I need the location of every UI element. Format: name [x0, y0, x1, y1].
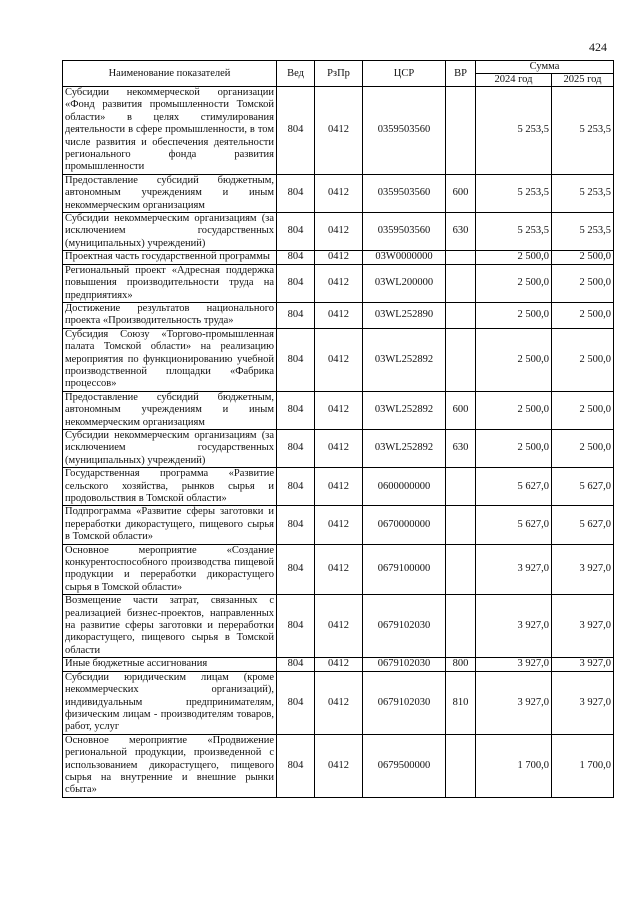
row-ved: 804 — [277, 658, 315, 671]
table-header — [63, 61, 614, 87]
row-name: Субсидии некоммерческим организациям (за исключением государственных (муниципальных) учреждений) — [63, 429, 277, 467]
row-vr — [446, 544, 476, 595]
header-vr: ВР — [446, 61, 476, 87]
row-sum-2024: 5 627,0 — [476, 468, 552, 506]
row-vr: 630 — [446, 429, 476, 467]
row-sum-2024: 3 927,0 — [476, 671, 552, 734]
row-name: Субсидия Союзу «Торгово-промышленная палата Томской области» на реализацию мероприятия по функционированию учебной производственной площадки «Фабрика процессов» — [63, 328, 277, 391]
budget-table — [62, 60, 614, 798]
table-row — [63, 671, 614, 734]
row-sum-2024: 5 253,5 — [476, 87, 552, 175]
table-row — [63, 213, 614, 251]
row-sum-2024: 2 500,0 — [476, 264, 552, 302]
row-vr: 600 — [446, 174, 476, 212]
row-ved: 804 — [277, 87, 315, 175]
row-sum-2025: 2 500,0 — [552, 328, 614, 391]
table-row — [63, 544, 614, 595]
row-sum-2025: 3 927,0 — [552, 671, 614, 734]
row-vr: 800 — [446, 658, 476, 671]
row-vr — [446, 506, 476, 544]
row-sum-2025: 2 500,0 — [552, 251, 614, 264]
row-vr — [446, 302, 476, 328]
row-ved: 804 — [277, 391, 315, 429]
row-sum-2025: 3 927,0 — [552, 595, 614, 658]
row-csr: 0679102030 — [363, 658, 446, 671]
table-row — [63, 264, 614, 302]
row-name: Проектная часть государственной программы — [63, 251, 277, 264]
row-csr: 03WL200000 — [363, 264, 446, 302]
header-year-2025: 2025 год — [552, 74, 614, 87]
header-ved: Вед — [277, 61, 315, 87]
row-name: Субсидии юридическим лицам (кроме некоммерческих организаций), индивидуальным предпринимателям, физическим лицам - производителям товаров, работ, услуг — [63, 671, 277, 734]
row-ved: 804 — [277, 264, 315, 302]
table-row — [63, 734, 614, 797]
row-sum-2024: 5 627,0 — [476, 506, 552, 544]
row-csr: 0679100000 — [363, 544, 446, 595]
row-sum-2024: 1 700,0 — [476, 734, 552, 797]
row-sum-2025: 5 253,5 — [552, 174, 614, 212]
header-year-2024: 2024 год — [476, 74, 552, 87]
row-vr: 810 — [446, 671, 476, 734]
row-sum-2024: 5 253,5 — [476, 174, 552, 212]
row-vr — [446, 251, 476, 264]
row-ved: 804 — [277, 251, 315, 264]
row-vr: 630 — [446, 213, 476, 251]
row-sum-2025: 5 253,5 — [552, 213, 614, 251]
row-sum-2025: 1 700,0 — [552, 734, 614, 797]
row-ved: 804 — [277, 328, 315, 391]
row-rzpr: 0412 — [315, 264, 363, 302]
row-ved: 804 — [277, 734, 315, 797]
row-csr: 03WL252892 — [363, 429, 446, 467]
table-row — [63, 468, 614, 506]
row-vr — [446, 595, 476, 658]
row-csr: 0359503560 — [363, 174, 446, 212]
row-name: Предоставление субсидий бюджетным, автономным учреждениям и иным некоммерческим организациям — [63, 174, 277, 212]
row-rzpr: 0412 — [315, 328, 363, 391]
page-number: 424 — [589, 40, 607, 54]
table-body — [63, 87, 614, 798]
row-sum-2024: 3 927,0 — [476, 658, 552, 671]
row-ved: 804 — [277, 429, 315, 467]
row-csr: 0679102030 — [363, 595, 446, 658]
row-rzpr: 0412 — [315, 391, 363, 429]
row-rzpr: 0412 — [315, 658, 363, 671]
row-sum-2024: 5 253,5 — [476, 213, 552, 251]
row-csr: 0670000000 — [363, 506, 446, 544]
row-sum-2025: 5 627,0 — [552, 506, 614, 544]
row-name: Подпрограмма «Развитие сферы заготовки и переработки дикорастущего, пищевого сырья в Томской области» — [63, 506, 277, 544]
row-name: Субсидии некоммерческой организации «Фонд развития промышленности Томской области» в целях стимулирования деятельности в сфере промышленности, в том числе развития и обеспечения деятельности регионального фонда развития промышленности — [63, 87, 277, 175]
row-rzpr: 0412 — [315, 671, 363, 734]
table-row — [63, 506, 614, 544]
table-row — [63, 328, 614, 391]
row-name: Основное мероприятие «Создание конкурентоспособного производства пищевой продукции и переработки дикорастущего сырья в Томской области» — [63, 544, 277, 595]
row-rzpr: 0412 — [315, 544, 363, 595]
row-vr — [446, 87, 476, 175]
table-row — [63, 658, 614, 671]
row-csr: 03WL252892 — [363, 328, 446, 391]
row-sum-2024: 2 500,0 — [476, 251, 552, 264]
row-ved: 804 — [277, 544, 315, 595]
table-row — [63, 87, 614, 175]
row-sum-2025: 2 500,0 — [552, 302, 614, 328]
row-csr: 0679500000 — [363, 734, 446, 797]
header-name: Наименование показателей — [63, 61, 277, 87]
header-csr: ЦСР — [363, 61, 446, 87]
row-name: Предоставление субсидий бюджетным, автономным учреждениям и иным некоммерческим организациям — [63, 391, 277, 429]
table-row — [63, 251, 614, 264]
row-rzpr: 0412 — [315, 87, 363, 175]
row-ved: 804 — [277, 595, 315, 658]
row-ved: 804 — [277, 506, 315, 544]
table-row — [63, 429, 614, 467]
row-csr: 03WL252890 — [363, 302, 446, 328]
row-rzpr: 0412 — [315, 506, 363, 544]
row-rzpr: 0412 — [315, 251, 363, 264]
table-row — [63, 302, 614, 328]
row-sum-2025: 3 927,0 — [552, 658, 614, 671]
row-sum-2024: 2 500,0 — [476, 302, 552, 328]
row-sum-2025: 2 500,0 — [552, 429, 614, 467]
row-ved: 804 — [277, 302, 315, 328]
row-sum-2025: 5 253,5 — [552, 87, 614, 175]
row-ved: 804 — [277, 174, 315, 212]
row-sum-2024: 2 500,0 — [476, 391, 552, 429]
row-ved: 804 — [277, 468, 315, 506]
table-row — [63, 174, 614, 212]
row-csr: 03WL252892 — [363, 391, 446, 429]
row-sum-2024: 3 927,0 — [476, 595, 552, 658]
row-name: Государственная программа «Развитие сельского хозяйства, рынков сырья и продовольствия в Томской области» — [63, 468, 277, 506]
row-csr: 03W0000000 — [363, 251, 446, 264]
row-name: Возмещение части затрат, связанных с реализацией бизнес-проектов, направленных на развитие сферы заготовки и переработки дикорастущего, пищевого сырья в Томской области — [63, 595, 277, 658]
row-csr: 0359503560 — [363, 87, 446, 175]
table-row — [63, 391, 614, 429]
row-sum-2025: 2 500,0 — [552, 264, 614, 302]
row-csr: 0600000000 — [363, 468, 446, 506]
row-name: Региональный проект «Адресная поддержка повышения производительности труда на предприятиях» — [63, 264, 277, 302]
header-sum: Сумма — [476, 61, 614, 74]
row-ved: 804 — [277, 213, 315, 251]
row-sum-2025: 3 927,0 — [552, 544, 614, 595]
header-rzpr: РзПр — [315, 61, 363, 87]
row-vr: 600 — [446, 391, 476, 429]
row-sum-2024: 2 500,0 — [476, 328, 552, 391]
row-name: Основное мероприятие «Продвижение региональной продукции, произведенной с использованием дикорастущего, пищевого сырья на внутренние и внешние рынки сбыта» — [63, 734, 277, 797]
row-rzpr: 0412 — [315, 429, 363, 467]
row-name: Достижение результатов национального проекта «Производительность труда» — [63, 302, 277, 328]
row-csr: 0679102030 — [363, 671, 446, 734]
row-ved: 804 — [277, 671, 315, 734]
table-row — [63, 595, 614, 658]
row-sum-2025: 5 627,0 — [552, 468, 614, 506]
row-vr — [446, 468, 476, 506]
row-vr — [446, 328, 476, 391]
row-sum-2024: 2 500,0 — [476, 429, 552, 467]
row-name: Иные бюджетные ассигнования — [63, 658, 277, 671]
row-vr — [446, 734, 476, 797]
row-sum-2024: 3 927,0 — [476, 544, 552, 595]
row-name: Субсидии некоммерческим организациям (за исключением государственных (муниципальных) учреждений) — [63, 213, 277, 251]
row-rzpr: 0412 — [315, 595, 363, 658]
row-sum-2025: 2 500,0 — [552, 391, 614, 429]
row-rzpr: 0412 — [315, 734, 363, 797]
row-csr: 0359503560 — [363, 213, 446, 251]
row-rzpr: 0412 — [315, 213, 363, 251]
row-rzpr: 0412 — [315, 468, 363, 506]
row-vr — [446, 264, 476, 302]
row-rzpr: 0412 — [315, 174, 363, 212]
row-rzpr: 0412 — [315, 302, 363, 328]
